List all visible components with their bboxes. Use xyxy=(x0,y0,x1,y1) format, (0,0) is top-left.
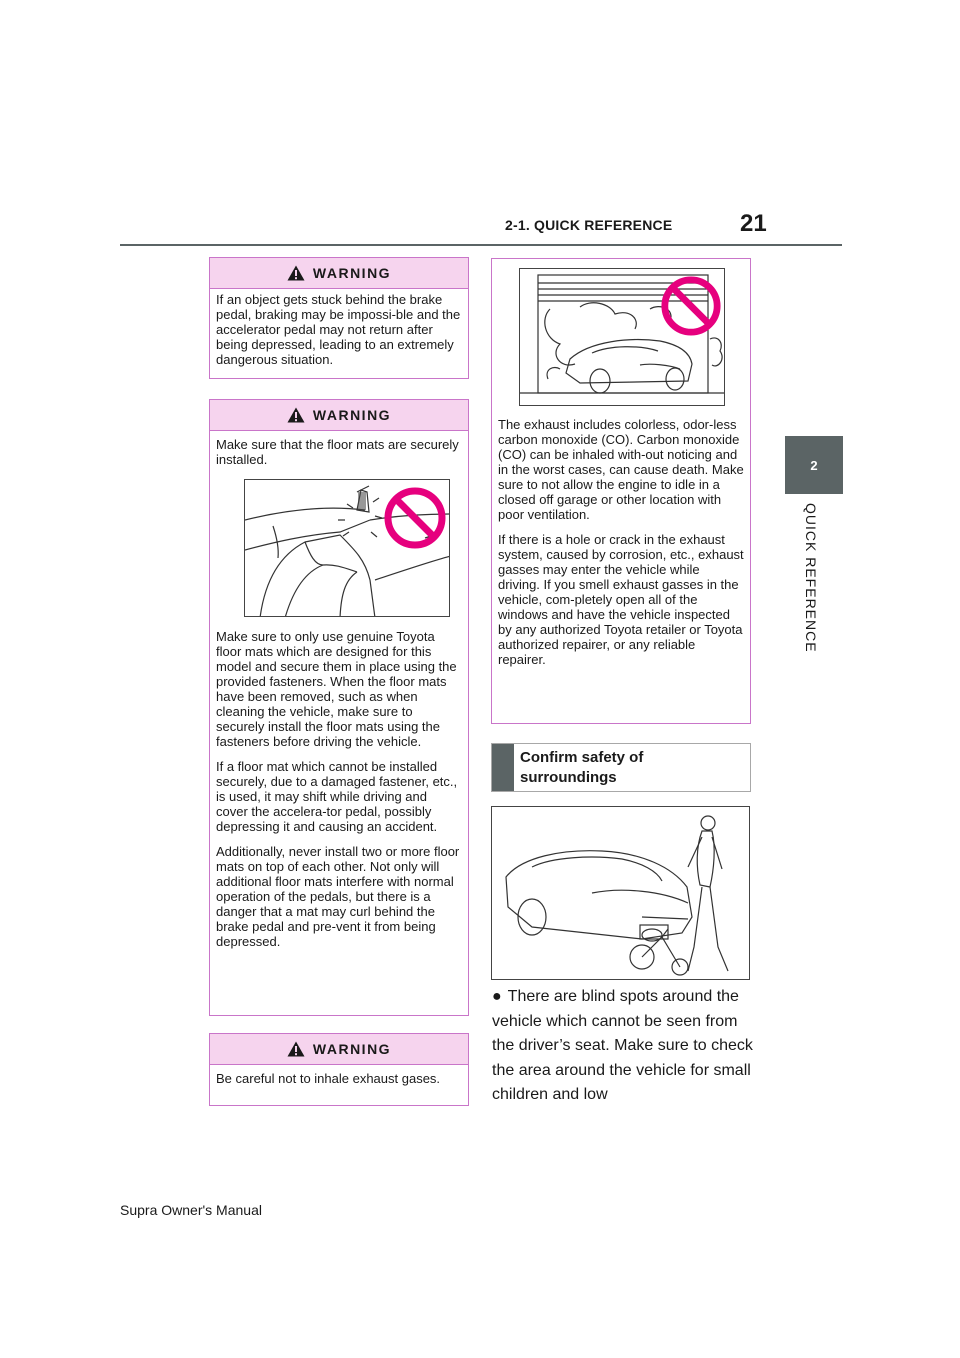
warning-paragraph: If an object gets stuck behind the brake pedal, braking may be impossi-ble and the accelerator pedal may not return after being depressed, leading to an extremely dangerous situation. xyxy=(216,292,461,367)
chapter-number: 2 xyxy=(810,457,818,473)
bullet-dot: ● xyxy=(492,988,502,1005)
floor-mat-illustration xyxy=(244,479,450,617)
chapter-side-label: QUICK REFERENCE xyxy=(803,503,819,653)
warning-header xyxy=(210,258,468,289)
footer-manual-title: Supra Owner's Manual xyxy=(120,1202,262,1218)
exhaust-body xyxy=(492,409,750,667)
chapter-tab[interactable] xyxy=(785,436,843,494)
warning-paragraph: If a floor mat which cannot be installed securely, due to a damaged fastener, etc., is used, it may shift while driving and cover the accelera-tor pedal, possibly depressing it and causing an accident. xyxy=(216,759,458,834)
exhaust-paragraph: The exhaust includes colorless, odor-less carbon monoxide (CO). Carbon monoxide (CO) can be inhaled with-out noticing and in the worst cases, can cause death. Make sure to not allow the engine to idle in a closed off garage or other location with poor ventilation. xyxy=(498,417,744,522)
warning-box-floor-mats xyxy=(209,399,469,1016)
warning-body xyxy=(210,1065,468,1092)
blind-spot-illustration xyxy=(491,806,750,980)
warning-title: WARNING xyxy=(312,407,392,423)
warning-paragraph: Additionally, never install two or more floor mats on top of each other. Not only will additional floor mats interfere with normal operation of the pedals, but there is a danger that a mat may curl behind the brake pedal and pre-vent it from being depressed. xyxy=(216,844,460,949)
warning-title: WARNING xyxy=(312,265,392,281)
heading-bar xyxy=(492,744,514,791)
warning-header xyxy=(210,1034,468,1065)
prohibition-icon xyxy=(383,486,447,550)
section-heading-confirm-safety xyxy=(491,743,751,792)
warning-box-exhaust xyxy=(209,1033,469,1106)
section-heading-text: Confirm safety of surroundings xyxy=(519,749,644,786)
warning-intro: Make sure that the floor mats are securely installed. xyxy=(216,437,459,467)
warning-triangle-icon xyxy=(287,1041,305,1057)
warning-paragraph: Be careful not to inhale exhaust gases. xyxy=(216,1071,441,1086)
warning-paragraph: Make sure to only use genuine Toyota floor mats which are designed for this model and secure them in place using the provided fasteners. When the floor mats have been removed, such as when cleaning the vehicle, make sure to securely install the floor mats using the fasteners before driving the vehicle. xyxy=(216,629,457,749)
car-child-drawing xyxy=(492,807,750,980)
bullet-item-blind-spots xyxy=(492,985,754,1108)
garage-exhaust-illustration xyxy=(519,268,725,406)
warning-triangle-icon xyxy=(287,265,305,281)
warning-triangle-icon xyxy=(287,407,305,423)
bullet-text: There are blind spots around the vehicle which cannot be seen from the driver’s seat. Make sure to check the area around the vehicle for small children and low xyxy=(492,988,753,1103)
warning-header xyxy=(210,400,468,431)
section-title: 2-1. QUICK REFERENCE xyxy=(505,217,673,233)
page-number: 21 xyxy=(740,210,767,237)
exhaust-warning-continuation xyxy=(491,258,751,724)
warning-body xyxy=(210,431,468,955)
warning-box-brake-pedal xyxy=(209,257,469,379)
warning-body xyxy=(210,289,468,373)
header-rule xyxy=(120,244,842,246)
prohibition-icon xyxy=(660,275,722,337)
exhaust-paragraph: If there is a hole or crack in the exhaust system, caused by corrosion, etc., exhaust gasses may enter the vehicle while driving. If you smell exhaust gasses in the vehicle, com-pletely open all of the windows and have the vehicle inspected by any authorized Toyota retailer or Toyota authorized repairer, or any reliable repairer. xyxy=(498,532,744,667)
warning-title: WARNING xyxy=(312,1041,392,1057)
